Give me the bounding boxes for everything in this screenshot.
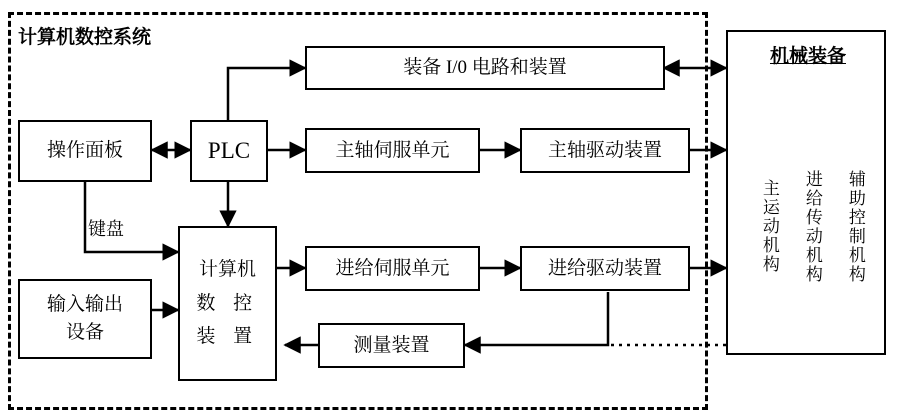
spindle-servo-box[interactable]: 主轴伺服单元 [305,128,480,173]
machine-column-auxiliary: 辅助控制机构 [845,169,865,284]
system-title: 计算机数控系统 [18,27,152,48]
operation-panel-box[interactable]: 操作面板 [18,120,152,182]
machine-equipment-box[interactable] [726,30,886,355]
io-device-line-1: 输入输出 [46,294,123,316]
machine-column-main-motion: 主运动机构 [759,179,779,274]
machine-column-feed: 进给传动机构 [802,169,822,284]
cnc-unit-line-2: 数 控 [196,292,259,314]
spindle-drive-box[interactable]: 主轴驱动装置 [520,128,690,173]
plc-box[interactable]: PLC [190,120,268,182]
keyboard-label: 键盘 [88,219,124,239]
feed-drive-box[interactable]: 进给驱动装置 [520,246,690,291]
cnc-unit-box[interactable] [178,226,277,381]
measuring-device-box[interactable]: 测量装置 [318,323,465,368]
cnc-unit-line-3: 装 置 [196,326,259,348]
feed-servo-box[interactable]: 进给伺服单元 [305,246,480,291]
io-device-box[interactable] [18,279,152,359]
io-circuit-box[interactable]: 装备 I/0 电路和装置 [305,46,665,90]
cnc-unit-line-1: 计算机 [198,258,256,280]
io-device-line-2: 设备 [65,322,104,343]
machine-equipment-title: 机械装备 [769,46,846,67]
